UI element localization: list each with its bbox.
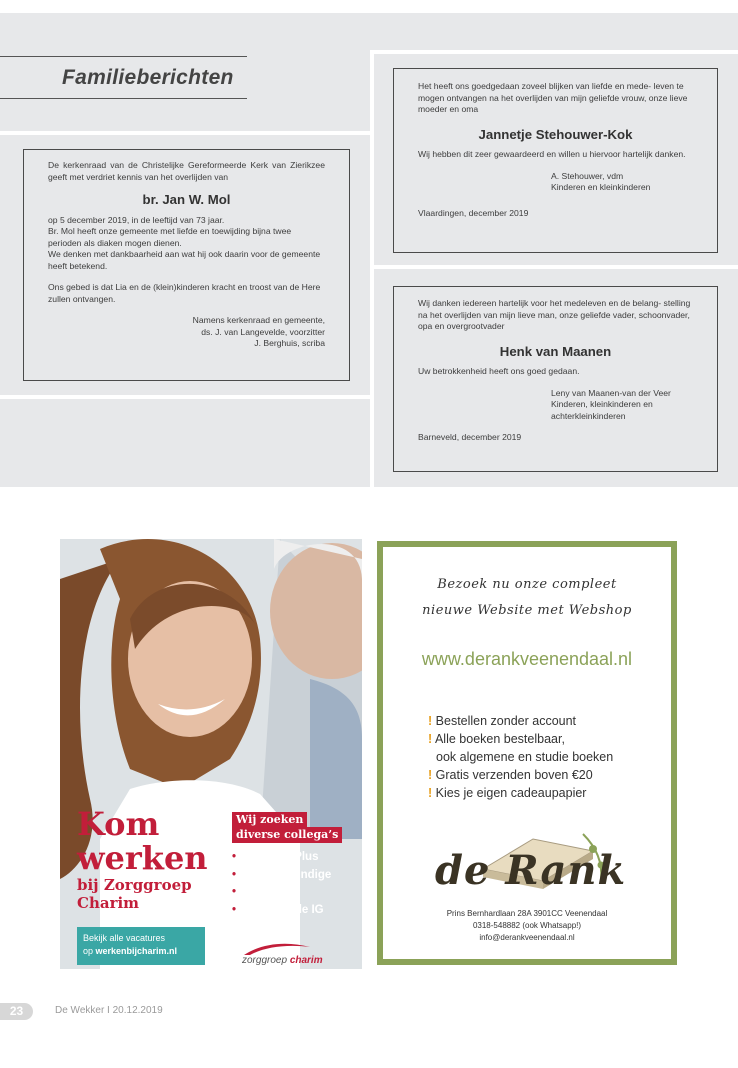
- left-bottom-divider: [0, 395, 370, 399]
- notice-van-maanen: [393, 286, 718, 472]
- ad-zorggroep-charim: [60, 539, 362, 969]
- ad-role-list: [232, 849, 331, 919]
- ad-tag: [232, 812, 307, 828]
- ad-headline: werken: [77, 839, 208, 877]
- rank-phone: 0318-548882 (ook Whatsapp!): [472, 921, 582, 930]
- notice-body: op 5 december 2019, in de leeftijd van 73 jaar.: [48, 214, 225, 225]
- signature-line: Namens kerkenraad en gemeente,: [192, 315, 325, 325]
- notice-intro: De kerkenraad van de Christelijke Gereformeerde Kerk van Zierikzee geeft met verdriet kennis van het overlijden van: [48, 160, 325, 182]
- place-date: Vlaardingen, december 2019: [418, 207, 529, 218]
- rank-headline: nieuwe Website met Webshop: [422, 603, 632, 618]
- place-date: Barneveld, december 2019: [418, 432, 522, 442]
- cta-link[interactable]: werkenbijcharim.nl: [95, 946, 178, 956]
- list-item: ook algemene en studie boeken: [436, 750, 614, 764]
- rank-logo: de Rank: [435, 847, 627, 894]
- role-item: • Helpende: [232, 886, 291, 898]
- signature-line: J. Berghuis, scriba: [254, 338, 325, 348]
- signature-line: ds. J. van Langevelde, voorzitter: [201, 326, 325, 337]
- rank-headline: Bezoek nu onze compleet: [437, 577, 617, 592]
- ad-subheadline: Charim: [77, 894, 140, 912]
- ad-tag-line: diverse collega’s: [236, 828, 339, 841]
- ad-cta[interactable]: [77, 927, 205, 965]
- signature-line: Kinderen en kleinkinderen: [551, 182, 651, 192]
- rank-address: Prins Bernhardlaan 28A 3901CC Veenendaal: [446, 909, 608, 918]
- publication-info: De Wekker I 20.12.2019: [55, 1005, 163, 1016]
- notice-thanks: Wij hebben dit zeer gewaardeerd en willen u hiervoor hartelijk danken.: [418, 149, 686, 159]
- ad-headline: Kom: [77, 805, 160, 843]
- notice-intro: Wij danken iedereen hartelijk voor het medeleven en de belang- stelling na het overlijden van mijn lieve man, onze geliefde vader, schoonvader, opa en overgrootvader: [418, 298, 691, 331]
- ad-tag-line: Wij zoeken: [236, 813, 304, 826]
- ad-de-rank: [377, 541, 677, 965]
- cta-line: Bekijk alle vacatures: [83, 933, 166, 943]
- signature-line: achterkleinkinderen: [551, 410, 626, 421]
- right-row-divider: [370, 265, 738, 269]
- list-item: ! Kies je eigen cadeaupapier: [428, 786, 587, 800]
- role-item: • Verzorgende IG: [232, 903, 324, 916]
- signature-line: Kinderen, kleinkinderen en: [551, 399, 653, 409]
- deceased-name: Jannetje Stehouwer-Kok: [478, 126, 633, 142]
- notice-thanks: Uw betrokkenheid heeft ons goed gedaan.: [418, 366, 580, 376]
- role-item: • Helpende Plus: [232, 851, 319, 863]
- right-top-divider: [370, 50, 738, 54]
- notice-stehouwer-kok: [393, 68, 718, 253]
- deceased-name: br. Jan W. Mol: [142, 192, 231, 207]
- list-item: ! Alle boeken bestelbaar,: [428, 732, 565, 746]
- signature-line: Leny van Maanen-van der Veer: [551, 387, 671, 398]
- page-number: 23: [0, 1003, 33, 1020]
- ad-tag: [232, 827, 342, 843]
- deceased-name: Henk van Maanen: [499, 343, 612, 359]
- rank-benefits-list: [428, 712, 613, 802]
- list-item: ! Bestellen zonder account: [428, 714, 577, 728]
- ad-subheadline: bij Zorggroep: [77, 876, 192, 894]
- left-row-divider: [0, 131, 370, 135]
- charim-logo: zorggroep charim: [242, 955, 323, 966]
- notice-body: Br. Mol heeft onze gemeente met liefde en toewijding bijna twee perioden als diaken mogen dienen.: [48, 226, 292, 248]
- role-item: • Verpleegkundige: [232, 868, 332, 881]
- notice-mol: [23, 149, 350, 381]
- list-item: ! Gratis verzenden boven €20: [428, 768, 593, 782]
- notice-intro: Het heeft ons goedgedaan zoveel blijken van liefde en mede- leven te mogen ontvangen na het overlijden van mijn geliefde vrouw, onze lieve moeder en oma: [418, 81, 688, 114]
- notice-body: Ons gebed is dat Lia en de (klein)kinderen kracht en troost van de Here zullen ontvangen.: [48, 282, 321, 304]
- title-bottom-line: [0, 98, 247, 99]
- section-title: Familieberichten: [62, 66, 234, 89]
- signature-line: A. Stehouwer, vdm: [551, 170, 624, 181]
- rank-website-link[interactable]: www.derankveenendaal.nl: [421, 649, 633, 669]
- cta-line: op werkenbijcharim.nl: [83, 946, 178, 956]
- notice-body: We denken met dankbaarheid aan wat hij ook daarin voor de gemeente heeft betekend.: [48, 249, 321, 271]
- title-top-line: [0, 56, 247, 57]
- rank-email[interactable]: info@derankveenendaal.nl: [479, 933, 575, 942]
